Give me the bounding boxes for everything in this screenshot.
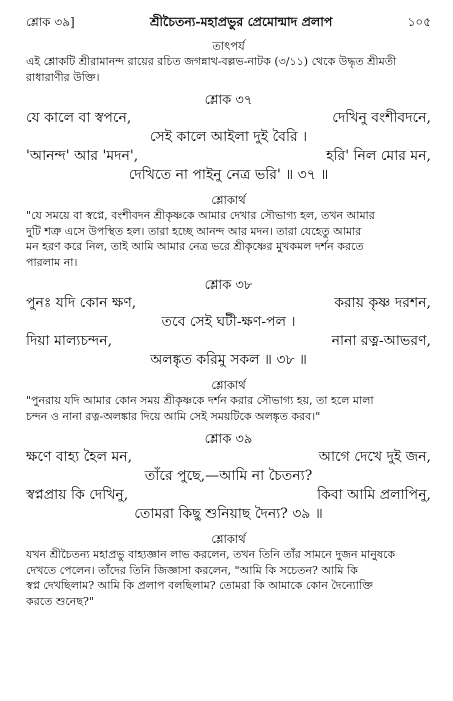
translation-line: মন হরণ করে নিল, তাই আমি আমার নেত্র ভরে শ্রীকৃষ্ণের মুখকমল দর্শন করতে bbox=[26, 240, 364, 253]
verse-line-right: কিবা আমি প্রলাপিনু, bbox=[317, 487, 431, 503]
verse-line-center: দেখিতে না পাইনু নেত্র ভরি' ॥ ৩৭ ॥ bbox=[128, 167, 329, 183]
verse-37-translation-heading: শ্লোকার্থ bbox=[211, 193, 246, 207]
verse-line-right: হরি' নিল মোর মন, bbox=[326, 148, 431, 164]
translation-line: যখন শ্রীচৈতন্য মহাপ্রভু বাহ্যজ্ঞান লাভ করলেন, তখন তিনি তাঁর সামনে দুজন মানুষকে bbox=[26, 548, 396, 561]
verse-38-line-1 bbox=[26, 294, 431, 313]
verse-39-line-3 bbox=[26, 486, 431, 505]
verse-39-line-1 bbox=[26, 448, 431, 467]
translation-line: চন্দন ও নানা রত্ন-অলঙ্কার দিয়ে আমি সেই সময়টিকে অলঙ্কৃত করব।" bbox=[26, 409, 321, 423]
verse-38-translation-heading: শ্লোকার্থ bbox=[211, 378, 246, 392]
translation-line: "যে সময়ে বা স্বপ্নে, বংশীবদন শ্রীকৃষ্ণকে আমার দেখার সৌভাগ্য হল, তখন আমার bbox=[26, 209, 375, 222]
verse-39-line-2 bbox=[26, 467, 431, 486]
verse-line-center: সেই কালে আইলা দুই বৈরি । bbox=[149, 129, 308, 145]
verse-37-line-1 bbox=[26, 109, 431, 128]
verse-38-line-2 bbox=[26, 313, 431, 332]
verse-line-center: তোমরা কিছু শুনিয়াছ দৈন্য? ৩৯ ॥ bbox=[134, 506, 323, 522]
page-number: ১০৫ bbox=[407, 15, 431, 29]
verse-line-center: অলঙ্কৃত করিমু সকল ॥ ৩৮ ॥ bbox=[150, 352, 307, 368]
verse-39-heading: শ্লোক ৩৯ bbox=[204, 432, 253, 447]
purport-line: এই শ্লোকটি শ্রীরামানন্দ রায়ের রচিত জগন্নাথ-বল্লভ-নাটক (৩/১১) থেকে উদ্ধৃত শ্রীমতী bbox=[26, 55, 397, 68]
verse-line-center: তাঁরে পুছে,—আমি না চৈতন্য? bbox=[144, 468, 313, 484]
verse-39-translation-heading: শ্লোকার্থ bbox=[211, 532, 246, 546]
translation-line: দুটি শত্রু এসে উপস্থিত হল। তারা হচ্ছে আনন্দ আর মদন। তারা যেহেতু আমার bbox=[26, 224, 362, 238]
verse-line-center: তবে সেই ঘটী-ক্ষণ-পল । bbox=[161, 314, 296, 330]
translation-line: করতে শুনেছ?" bbox=[26, 594, 94, 608]
translation-line: স্বপ্ন দেখছিলাম? আমি কি প্রলাপ বলছিলাম? তোমরা কি আমাকে কোন দৈন্যোক্তি bbox=[26, 579, 373, 592]
verse-38-line-4 bbox=[26, 351, 431, 370]
verse-line-left: যে কালে বা স্বপনে, bbox=[26, 110, 132, 126]
verse-38-heading: শ্লোক ৩৮ bbox=[204, 278, 253, 293]
verse-line-left: 'আনন্দ' আর 'মদন', bbox=[26, 148, 139, 164]
running-head-verse-ref: শ্লোক ৩৯] bbox=[26, 15, 75, 29]
verse-line-right: করায় কৃষ্ণ দরশন, bbox=[334, 295, 431, 311]
verse-line-right: দেখিনু বংশীবদনে, bbox=[332, 110, 431, 126]
translation-line: দেখতে পেলেন। তাঁদের তিনি জিজ্ঞাসা করলেন, "আমি কি সচেতন? আমি কি bbox=[26, 563, 358, 577]
verse-39-line-4 bbox=[26, 505, 431, 524]
verse-line-left: স্বপ্নপ্রায় কি দেখিনু, bbox=[26, 487, 129, 503]
purport-line: রাধারাণীর উক্তি। bbox=[26, 70, 100, 84]
verse-line-left: দিয়া মাল্যচন্দন, bbox=[26, 333, 113, 349]
verse-37-line-4 bbox=[26, 166, 431, 185]
verse-37-heading: শ্লোক ৩৭ bbox=[204, 93, 253, 108]
translation-line: "পুনরায় যদি আমার কোন সময় শ্রীকৃষ্ণকে দর্শন করার সৌভাগ্য হয়, তা হলে মালা bbox=[26, 394, 374, 407]
verse-37-line-3 bbox=[26, 147, 431, 166]
running-head bbox=[26, 14, 431, 32]
verse-37-line-2 bbox=[26, 128, 431, 147]
running-head-chapter-title: শ্রীচৈতন্য-মহাপ্রভুর প্রেমোন্মাদ প্রলাপ bbox=[149, 14, 333, 29]
verse-line-left: ক্ষণে বাহ্য হৈল মন, bbox=[26, 449, 133, 465]
verse-line-right: আগে দেখে দুই জন, bbox=[318, 449, 431, 465]
verse-38-line-3 bbox=[26, 332, 431, 351]
translation-line: পারলাম না। bbox=[26, 255, 78, 269]
verse-line-right: নানা রত্ন-আভরণ, bbox=[331, 333, 431, 349]
purport-heading: তাৎপর্য bbox=[212, 39, 245, 53]
verse-line-left: পুনঃ যদি কোন ক্ষণ, bbox=[26, 295, 137, 311]
